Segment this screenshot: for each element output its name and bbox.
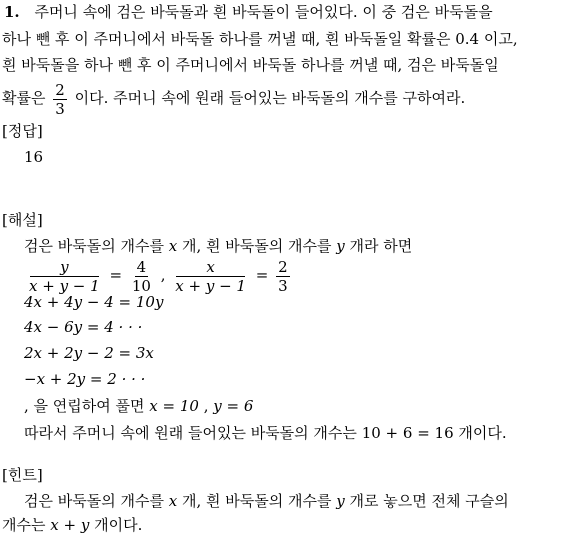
comma: , [160, 266, 166, 284]
math-expression: y = 6 [213, 397, 254, 415]
math-var: y [336, 237, 345, 255]
fraction-2 [173, 258, 248, 295]
solution-fractions [24, 256, 293, 295]
fraction-denominator: 10 [131, 276, 151, 295]
equation-1: 4x + 4y − 4 = 10y [24, 293, 164, 311]
solution-text: , 을 연립하여 풀면 [24, 397, 145, 415]
math-var: y [336, 492, 345, 510]
math-expression: x + y [50, 516, 90, 534]
fraction-denominator: 3 [278, 276, 288, 295]
solution-line-7 [24, 396, 253, 416]
fraction-denominator: 3 [55, 99, 65, 118]
hint-heading: [힌트] [2, 466, 43, 484]
solution-text: 개이다. [458, 424, 507, 442]
solution-text: 따라서 주머니 속에 원래 들어있는 바둑돌의 개수는 [24, 424, 357, 442]
hint-text: 개, 흰 바둑돌의 개수를 [181, 492, 332, 510]
problem-line-4 [2, 80, 465, 118]
equation-4: −x + 2y = 2 · · · [24, 370, 146, 388]
math-var: x [168, 492, 178, 510]
problem-text-4a: 확률은 [2, 89, 46, 107]
fraction-numerator: 2 [278, 257, 288, 276]
fraction-1-rhs [130, 258, 153, 295]
equation-2: 4x − 6y = 4 · · · [24, 318, 143, 336]
problem-number: 1. [4, 3, 20, 21]
equation-3: 2x + 2y − 2 = 3x [24, 344, 154, 362]
fraction-numerator: y [30, 258, 98, 277]
solution-text: 검은 바둑돌의 개수를 [24, 237, 164, 255]
fraction-numerator: 4 [136, 257, 147, 276]
fraction-numerator: 2 [55, 80, 65, 99]
fraction-2-rhs [276, 258, 290, 295]
solution-line-1 [24, 236, 412, 256]
solution-text: 개라 하면 [349, 237, 413, 255]
hint-line-2 [2, 515, 142, 535]
math-expression: x = 10 [149, 397, 199, 415]
hint-text: 개이다. [94, 516, 143, 534]
problem-text-1: 주머니 속에 검은 바둑돌과 흰 바둑돌이 들어있다. 이 중 검은 바둑돌을 [34, 3, 493, 21]
fraction-numerator: x [176, 258, 244, 277]
solution-line-8 [24, 423, 507, 443]
hint-line-1 [24, 491, 509, 511]
solution-text: 개, 흰 바둑돌의 개수를 [181, 237, 332, 255]
hint-text: 검은 바둑돌의 개수를 [24, 492, 164, 510]
problem-line-1 [4, 2, 493, 22]
fraction-1 [27, 258, 102, 295]
answer-value: 16 [24, 148, 44, 166]
hint-text: 개로 놓으면 전체 구슬의 [349, 492, 509, 510]
hint-text: 개수는 [2, 516, 46, 534]
equals-sign: = [255, 266, 269, 284]
fraction-denominator: x + y − 1 [29, 276, 100, 295]
math-var: x [168, 237, 178, 255]
answer-heading: [정답] [2, 122, 43, 140]
problem-text-4b: 이다. 주머니 속에 원래 들어있는 바둑돌의 개수를 구하여라. [74, 89, 466, 107]
equals-sign: = [109, 266, 123, 284]
fraction-denominator: x + y − 1 [175, 276, 246, 295]
problem-fraction [53, 81, 67, 118]
problem-line-3: 흰 바둑돌을 하나 뺀 후 이 주머니에서 바둑돌 하나를 꺼낼 때, 검은 바둑돌일 [2, 56, 499, 74]
problem-line-2: 하나 뺀 후 이 주머니에서 바둑돌 하나를 꺼낼 때, 흰 바둑돌일 확률은 0.4 이고, [2, 30, 518, 48]
comma: , [203, 397, 209, 415]
solution-heading: [해설] [2, 211, 43, 229]
math-expression: 10 + 6 = 16 [361, 424, 454, 442]
